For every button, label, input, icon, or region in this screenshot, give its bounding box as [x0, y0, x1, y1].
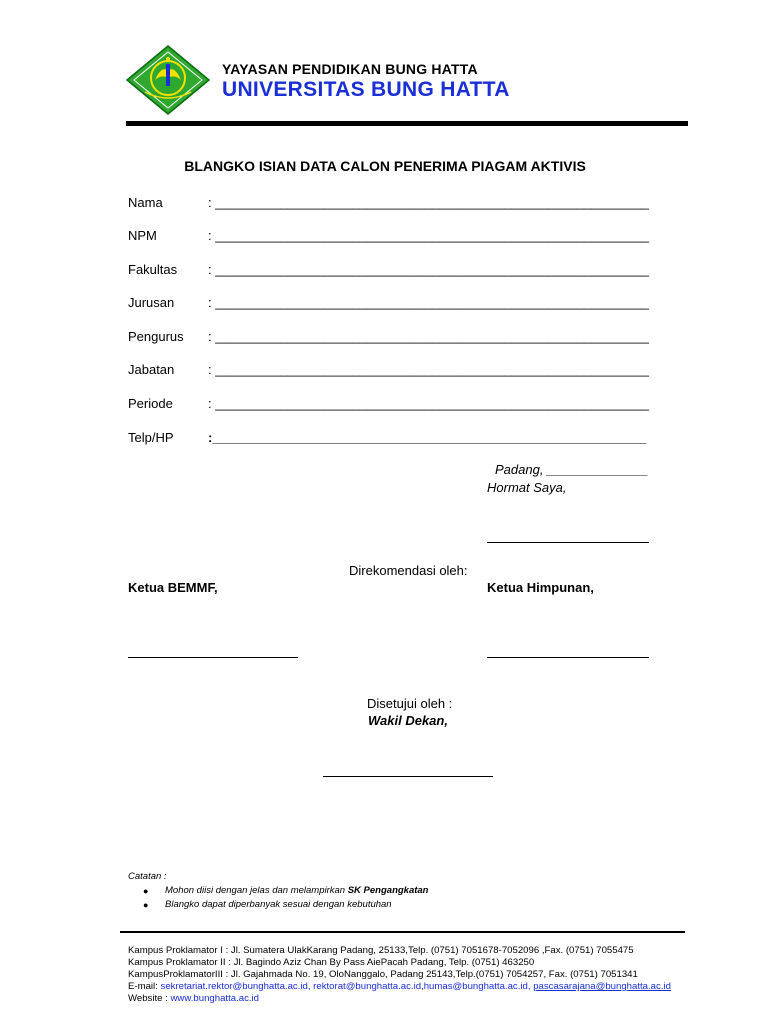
- field-blank-telp: :____________________________________________________________: [208, 430, 647, 445]
- signature-line-applicant: [487, 542, 649, 543]
- signature-line-bemmf: [128, 657, 298, 658]
- footer-email: [128, 981, 671, 993]
- recommended-by: Direkomendasi oleh:: [349, 563, 468, 578]
- hormat-saya: Hormat Saya,: [487, 480, 567, 495]
- wakil-dekan-label: Wakil Dekan,: [368, 713, 448, 728]
- header-divider: [126, 121, 688, 126]
- field-label-periode: Periode: [128, 396, 173, 411]
- place-date: Padang, ______________: [495, 462, 649, 477]
- bullet-icon: ●: [143, 900, 149, 910]
- note-item-2: Blangko dapat diperbanyak sesuai dengan kebutuhan: [165, 899, 392, 910]
- note-item-1: [165, 885, 429, 896]
- footer-line-2: Kampus Proklamator II : Jl. Bagindo Aziz Chan By Pass AiePacah Padang, Telp. (0751) 463250: [128, 957, 535, 968]
- approved-by: Disetujui oleh :: [367, 696, 453, 711]
- email-link[interactable]: pascasarajana@bunghatta.ac.id: [533, 981, 671, 992]
- field-blank-fakultas: : ____________________________________________________________: [208, 262, 650, 277]
- footer-line-3: KampusProklamatorIII : Jl. Gajahmada No. 19, OloNanggalo, Padang 25143,Telp.(0751) 7054257, Fax. (0751) 7051341: [128, 969, 638, 980]
- field-blank-periode: : ____________________________________________________________: [208, 396, 650, 411]
- field-blank-jabatan: : ____________________________________________________________: [208, 362, 650, 377]
- notes-heading: Catatan :: [128, 871, 167, 882]
- field-label-nama: Nama: [128, 195, 163, 210]
- university-logo: [125, 44, 211, 116]
- footer-website: [128, 993, 259, 1005]
- note-item-1-bold: SK Pengangkatan: [347, 885, 429, 896]
- field-blank-npm: : ____________________________________________________________: [208, 228, 650, 243]
- signature-line-wakil-dekan: [323, 776, 493, 777]
- email-list: sekretariat.rektor@bunghatta.ac.id, rektorat@bunghatta.ac.id,humas@bunghatta.ac.id,: [160, 981, 534, 992]
- ketua-bemmf-label: Ketua BEMMF,: [128, 580, 218, 595]
- bullet-icon: ●: [143, 886, 149, 896]
- ketua-himpunan-label: Ketua Himpunan,: [487, 580, 594, 595]
- signature-line-himpunan: [487, 657, 649, 658]
- field-label-jabatan: Jabatan: [128, 362, 175, 377]
- field-label-pengurus: Pengurus: [128, 329, 184, 344]
- field-label-npm: NPM: [128, 228, 157, 243]
- email-label: E-mail:: [128, 981, 161, 992]
- organization-name: YAYASAN PENDIDIKAN BUNG HATTA: [222, 61, 478, 77]
- field-label-telp: Telp/HP: [128, 430, 174, 445]
- website-label: Website :: [128, 993, 171, 1004]
- field-blank-jurusan: : ____________________________________________________________: [208, 295, 650, 310]
- field-label-fakultas: Fakultas: [128, 262, 178, 277]
- website-link[interactable]: www.bunghatta.ac.id: [170, 993, 260, 1004]
- field-label-jurusan: Jurusan: [128, 295, 175, 310]
- note-item-1-text: Mohon diisi dengan jelas dan melampirkan: [165, 885, 348, 896]
- footer-line-1: Kampus Proklamator I : Jl. Sumatera UlakKarang Padang, 25133,Telp. (0751) 7051678-7052096 ,Fax. (0751) 7055475: [128, 945, 634, 956]
- university-name: UNIVERSITAS BUNG HATTA: [222, 78, 510, 101]
- field-blank-pengurus: : ____________________________________________________________: [208, 329, 650, 344]
- footer-divider: [120, 931, 685, 933]
- form-title: BLANGKO ISIAN DATA CALON PENERIMA PIAGAM AKTIVIS: [184, 158, 586, 174]
- field-blank-nama: : ____________________________________________________________: [208, 195, 650, 210]
